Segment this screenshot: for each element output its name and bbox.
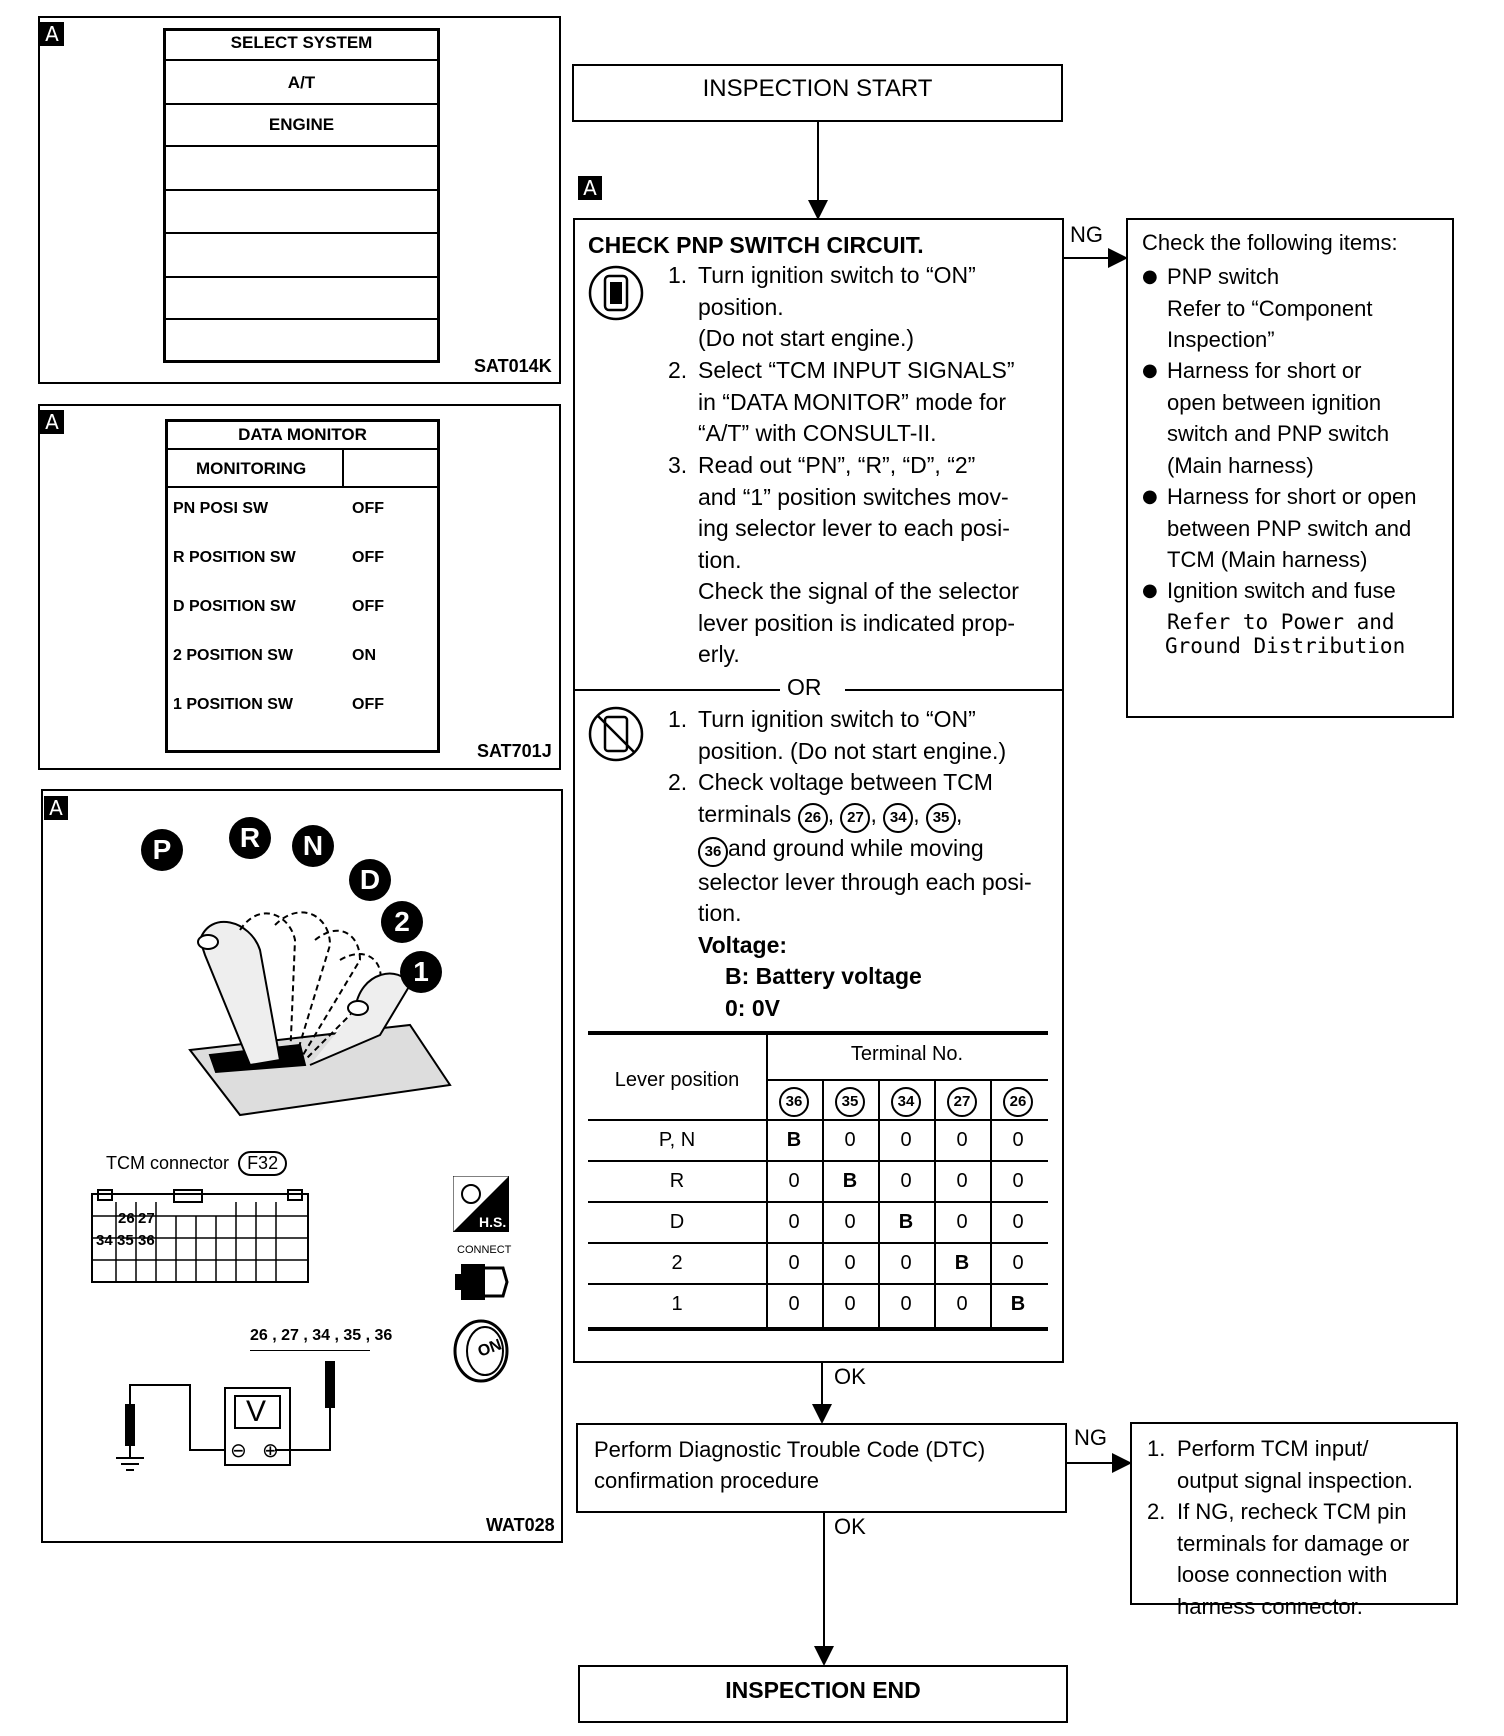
terminal-number: 27 bbox=[947, 1087, 977, 1117]
step-line: loose connection with bbox=[1177, 1562, 1388, 1587]
or-label: OR bbox=[787, 674, 822, 700]
table-rule bbox=[990, 1079, 992, 1329]
monitor-row-value: OFF bbox=[352, 549, 384, 566]
step-text: terminals bbox=[698, 800, 792, 827]
terminal-36: 36 bbox=[698, 837, 728, 867]
step-line: tion. bbox=[698, 546, 742, 573]
voltmeter-symbol: V bbox=[246, 1395, 267, 1428]
voltage-cell: 0 bbox=[1012, 1211, 1024, 1233]
check-item-line: Harness for short or open bbox=[1167, 484, 1417, 509]
step-line: output signal inspection. bbox=[1177, 1467, 1414, 1493]
voltage-label: Voltage: bbox=[698, 931, 788, 958]
table-rule bbox=[588, 1327, 1048, 1331]
ref-power-ground-2: Ground Distribution bbox=[1165, 634, 1406, 658]
ng-box-title: Check the following items: bbox=[1142, 230, 1398, 255]
terminal-26: 26 bbox=[798, 803, 828, 833]
panel-tag: A bbox=[40, 410, 64, 434]
meter-negative-terminal: ⊖ bbox=[230, 1438, 247, 1462]
consult-icon bbox=[587, 264, 645, 322]
terminal-header-35 bbox=[822, 1087, 878, 1117]
connector-id-badge: F32 bbox=[238, 1151, 287, 1176]
voltage-cell: 0 bbox=[900, 1129, 912, 1151]
connector-label-text: TCM connector bbox=[106, 1153, 230, 1173]
voltage-0: 0: 0V bbox=[725, 994, 780, 1021]
ok-label: OK bbox=[834, 1364, 866, 1389]
meter-positive-terminal: ⊕ bbox=[262, 1438, 279, 1462]
check-title: CHECK PNP SWITCH CIRCUIT. bbox=[588, 232, 924, 258]
ng-label: NG bbox=[1070, 222, 1103, 247]
terminal-34: 34 bbox=[883, 803, 913, 833]
figure-code: SAT701J bbox=[477, 741, 552, 761]
monitor-row-value: ON bbox=[352, 647, 376, 664]
pin-36: 36 bbox=[138, 1232, 155, 1249]
bullet-icon: ● bbox=[1142, 266, 1158, 287]
lever-position-n: N bbox=[292, 825, 334, 867]
check-item-line: Harness for short or bbox=[1167, 358, 1362, 383]
monitor-row-label: R POSITION SW bbox=[173, 549, 296, 566]
bullet-icon: ● bbox=[1142, 580, 1158, 601]
lever-position-cell: 1 bbox=[671, 1293, 683, 1315]
lever-position-r: R bbox=[229, 817, 271, 859]
terminal-header-34 bbox=[878, 1087, 934, 1117]
step-line: Turn ignition switch to “ON” bbox=[698, 706, 976, 732]
table-rule bbox=[822, 1079, 824, 1329]
voltage-cell: 0 bbox=[900, 1170, 912, 1192]
lever-position-cell: D bbox=[669, 1211, 685, 1233]
step-number: 3. bbox=[668, 452, 688, 478]
step-line: (Do not start engine.) bbox=[698, 325, 915, 351]
step-line: harness connector. bbox=[1177, 1593, 1363, 1619]
terminal-35: 35 bbox=[926, 803, 956, 833]
figure-code: WAT028 bbox=[486, 1515, 555, 1535]
voltage-cell: 0 bbox=[844, 1252, 856, 1274]
check-item-line: Refer to “Component bbox=[1167, 295, 1373, 321]
voltage-cell: 0 bbox=[900, 1252, 912, 1274]
lever-position-header: Lever position bbox=[614, 1069, 740, 1091]
pin-27: 27 bbox=[138, 1210, 155, 1227]
lever-position-cell: 2 bbox=[671, 1252, 683, 1274]
step-line: Select “TCM INPUT SIGNALS” bbox=[698, 357, 1015, 383]
menu-item-engine[interactable]: ENGINE bbox=[268, 115, 335, 134]
terminal-number: 26 bbox=[1003, 1087, 1033, 1117]
terminal-number: 35 bbox=[835, 1087, 865, 1117]
table-rule bbox=[588, 1031, 1048, 1035]
table-rule bbox=[588, 1242, 1048, 1244]
voltage-cell: 0 bbox=[956, 1211, 968, 1233]
voltage-cell: 0 bbox=[844, 1129, 856, 1151]
voltage-cell: 0 bbox=[956, 1293, 968, 1315]
voltage-cell: 0 bbox=[788, 1293, 800, 1315]
check-item-line: PNP switch bbox=[1167, 264, 1280, 289]
on-label: ON bbox=[475, 1336, 505, 1361]
voltage-cell: 0 bbox=[956, 1129, 968, 1151]
voltage-b: B: Battery voltage bbox=[725, 963, 922, 989]
table-rule bbox=[878, 1079, 880, 1329]
terminal-number: 36 bbox=[779, 1087, 809, 1117]
check-item-line: switch and PNP switch bbox=[1167, 421, 1390, 446]
hs-label: H.S. bbox=[479, 1214, 507, 1230]
step-number: 2. bbox=[668, 357, 688, 383]
inspection-end-label: INSPECTION END bbox=[725, 1677, 921, 1703]
step-line bbox=[698, 833, 1032, 867]
check-item-line: between PNP switch and bbox=[1167, 515, 1412, 541]
step-line: in “DATA MONITOR” mode for bbox=[698, 388, 1006, 415]
monitor-row-label: 2 POSITION SW bbox=[173, 647, 294, 664]
step-line: lever position is indicated prop- bbox=[698, 609, 1016, 636]
dtc-line-2: confirmation procedure bbox=[594, 1468, 820, 1493]
voltage-cell: 0 bbox=[844, 1293, 856, 1315]
panel-tag: A bbox=[44, 796, 68, 820]
step-line: selector lever through each posi- bbox=[698, 868, 1032, 895]
voltage-cell: 0 bbox=[1012, 1170, 1024, 1192]
circuit-tester-icon bbox=[587, 705, 645, 763]
menu-title: SELECT SYSTEM bbox=[230, 33, 373, 52]
monitor-row-value: OFF bbox=[352, 696, 384, 713]
table-rule bbox=[588, 1283, 1048, 1285]
check-item-line: (Main harness) bbox=[1167, 452, 1314, 478]
step-number: 1. bbox=[1147, 1436, 1166, 1461]
voltage-cell: B bbox=[842, 1170, 858, 1192]
inspection-start-label: INSPECTION START bbox=[702, 75, 933, 102]
step-line: terminals for damage or bbox=[1177, 1530, 1410, 1556]
bullet-icon: ● bbox=[1142, 486, 1158, 507]
monitor-row-value: OFF bbox=[352, 500, 384, 517]
monitor-row-label: D POSITION SW bbox=[173, 598, 296, 615]
check-item-line: TCM (Main harness) bbox=[1167, 547, 1368, 572]
step-line: Turn ignition switch to “ON” bbox=[698, 262, 976, 288]
terminal-header-36 bbox=[766, 1087, 822, 1117]
step-number: 2. bbox=[1147, 1499, 1166, 1524]
lever-position-p: P bbox=[141, 829, 183, 871]
check-item-line: open between ignition bbox=[1167, 389, 1382, 415]
menu-item-at[interactable]: A/T bbox=[287, 73, 316, 92]
table-rule bbox=[588, 1201, 1048, 1203]
step-line: tion. bbox=[698, 900, 742, 926]
step-line: Perform TCM input/ bbox=[1177, 1436, 1369, 1461]
connect-label: CONNECT bbox=[457, 1244, 512, 1256]
step-text: and ground while moving bbox=[728, 834, 984, 861]
voltage-cell: B bbox=[786, 1129, 802, 1151]
panel-tag: A bbox=[40, 22, 64, 46]
check-item-line: Ignition switch and fuse bbox=[1167, 578, 1396, 603]
terminal-header-27 bbox=[934, 1087, 990, 1117]
voltage-cell: B bbox=[1010, 1293, 1026, 1315]
ng-label: NG bbox=[1074, 1425, 1107, 1450]
lever-position-cell: P, N bbox=[658, 1129, 696, 1151]
meter-terminals-label: 26 , 27 , 34 , 35 , 36 bbox=[250, 1327, 393, 1344]
monitoring-label: MONITORING bbox=[196, 459, 307, 478]
voltage-cell: 0 bbox=[1012, 1252, 1024, 1274]
step-line: ing selector lever to each posi- bbox=[698, 515, 1010, 541]
bullet-icon: ● bbox=[1142, 360, 1158, 381]
step-number: 1. bbox=[668, 262, 688, 288]
ref-power-ground-1: Refer to Power and bbox=[1167, 610, 1395, 634]
lever-position-d: D bbox=[349, 859, 391, 901]
step-line: Read out “PN”, “R”, “D”, “2” bbox=[698, 452, 976, 478]
voltage-cell: 0 bbox=[844, 1211, 856, 1233]
voltage-cell: B bbox=[898, 1211, 914, 1233]
flow-tag: A bbox=[578, 176, 602, 200]
voltage-cell: 0 bbox=[788, 1252, 800, 1274]
voltage-cell: 0 bbox=[788, 1170, 800, 1192]
voltage-cell: B bbox=[954, 1252, 970, 1274]
monitor-row-label: 1 POSITION SW bbox=[173, 696, 294, 713]
monitor-row-label: PN POSI SW bbox=[173, 500, 269, 517]
terminal-number: 34 bbox=[891, 1087, 921, 1117]
terminal-header-26 bbox=[990, 1087, 1046, 1117]
terminal-27: 27 bbox=[840, 803, 870, 833]
monitor-row-value: OFF bbox=[352, 598, 384, 615]
ok-label: OK bbox=[834, 1514, 866, 1539]
terminal-voltage-table bbox=[588, 1031, 1048, 1331]
terminal-no-header: Terminal No. bbox=[850, 1043, 964, 1065]
lever-position-cell: R bbox=[669, 1170, 685, 1192]
table-rule bbox=[588, 1119, 1048, 1121]
or-divider bbox=[575, 689, 780, 691]
table-rule bbox=[588, 1160, 1048, 1162]
voltage-cell: 0 bbox=[900, 1293, 912, 1315]
step-line: Check the signal of the selector bbox=[698, 578, 1019, 604]
figure-code: SAT014K bbox=[474, 356, 552, 376]
step-line: “A/T” with CONSULT-II. bbox=[698, 420, 937, 446]
table-rule bbox=[766, 1079, 1048, 1081]
dtc-line-1: Perform Diagnostic Trouble Code (DTC) bbox=[594, 1437, 986, 1462]
step-line: Check voltage between TCM bbox=[698, 769, 993, 795]
step-line: position. bbox=[698, 293, 784, 320]
pin-26: 26 bbox=[118, 1210, 135, 1227]
lever-position-1: 1 bbox=[400, 951, 442, 993]
or-divider bbox=[845, 689, 1062, 691]
data-monitor-title: DATA MONITOR bbox=[238, 425, 367, 444]
voltage-cell: 0 bbox=[1012, 1129, 1024, 1151]
step-line: erly. bbox=[698, 641, 740, 667]
step-line-terminals: terminals 26 , 27 , 34 , 35 , bbox=[698, 799, 1032, 833]
step-line: position. (Do not start engine.) bbox=[698, 737, 1007, 764]
step-line: If NG, recheck TCM pin bbox=[1177, 1499, 1407, 1524]
lever-position-2: 2 bbox=[381, 901, 423, 943]
pin-35: 35 bbox=[117, 1232, 134, 1249]
table-rule bbox=[934, 1079, 936, 1329]
voltage-cell: 0 bbox=[788, 1211, 800, 1233]
check-item-line: Inspection” bbox=[1167, 327, 1275, 352]
voltage-cell: 0 bbox=[956, 1170, 968, 1192]
step-line: and “1” position switches mov- bbox=[698, 483, 1009, 510]
pin-34: 34 bbox=[96, 1232, 113, 1249]
